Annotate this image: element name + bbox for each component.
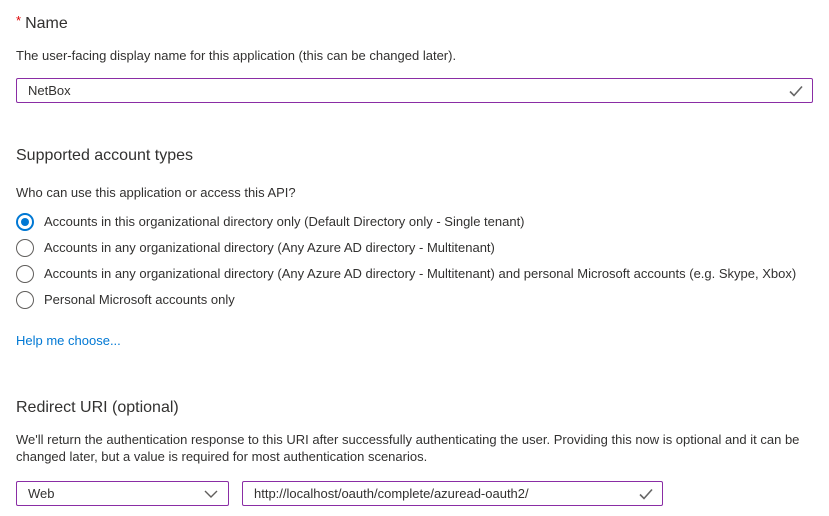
radio-selected-icon xyxy=(16,213,34,231)
chevron-down-icon xyxy=(204,490,218,498)
radio-option-single-tenant[interactable] xyxy=(16,209,813,235)
radio-option-multitenant[interactable] xyxy=(16,235,813,261)
radio-unselected-icon xyxy=(16,265,34,283)
help-me-choose-link[interactable]: Help me choose... xyxy=(16,333,121,348)
radio-unselected-icon xyxy=(16,239,34,257)
radio-option-label: Personal Microsoft accounts only xyxy=(44,292,235,307)
name-input[interactable] xyxy=(16,78,813,103)
redirect-uri-description: We'll return the authentication response to this URI after successfully authenticating the user. Providing this now is optional and it can be changed later, but a value is required for most authentication scenarios. xyxy=(16,432,800,464)
radio-option-label: Accounts in any organizational directory (Any Azure AD directory - Multitenant) xyxy=(44,240,495,255)
radio-option-label: Accounts in this organizational directory only (Default Directory only - Single tenant) xyxy=(44,214,525,229)
name-section-heading xyxy=(16,11,813,33)
account-types-question: Who can use this application or access this API? xyxy=(16,185,296,200)
platform-select[interactable] xyxy=(16,481,229,506)
account-types-radio-group xyxy=(16,209,813,313)
redirect-uri-heading: Redirect URI (optional) xyxy=(16,399,179,416)
uri-field-wrap xyxy=(242,481,663,506)
name-description: The user-facing display name for this application (this can be changed later). xyxy=(16,48,457,63)
name-section-title: Name xyxy=(25,15,68,32)
redirect-uri-input[interactable] xyxy=(242,481,663,506)
required-asterisk: * xyxy=(16,13,22,28)
name-field-wrap xyxy=(16,78,813,103)
valid-checkmark-icon xyxy=(789,85,803,97)
radio-option-label: Accounts in any organizational directory (Any Azure AD directory - Multitenant) and personal Microsoft accounts (e.g. Skype, Xbox) xyxy=(44,266,797,281)
radio-option-personal-only[interactable] xyxy=(16,287,813,313)
radio-option-multitenant-personal[interactable] xyxy=(16,261,813,287)
radio-unselected-icon xyxy=(16,291,34,309)
platform-select-value: Web xyxy=(28,486,55,501)
redirect-uri-row xyxy=(16,481,813,506)
account-types-heading: Supported account types xyxy=(16,147,194,164)
valid-checkmark-icon xyxy=(639,488,653,500)
